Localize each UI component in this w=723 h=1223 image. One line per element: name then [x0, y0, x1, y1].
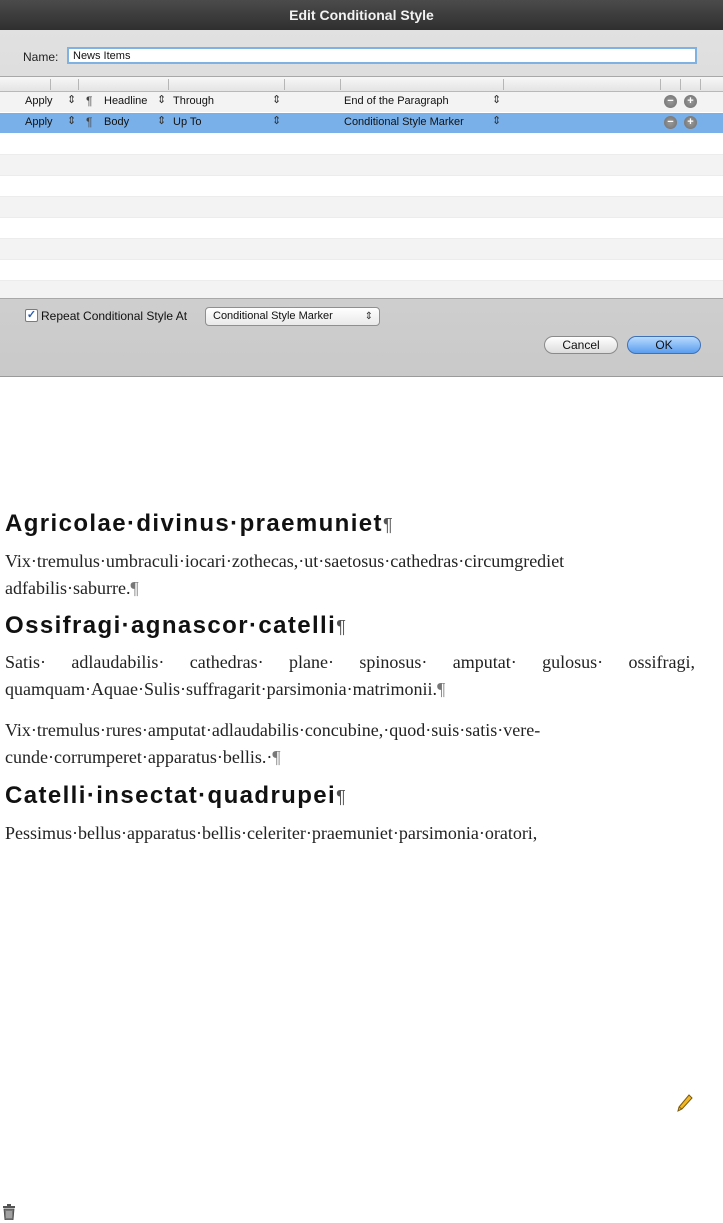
mode-select[interactable]: Up To	[173, 116, 202, 128]
conditional-rules-table	[0, 76, 723, 299]
empty-row	[0, 197, 723, 218]
paragraph-4-text: Pessimus·bellus·apparatus·bellis·celeriter·praemuniet·parsimonia·oratori,	[5, 823, 538, 843]
pilcrow-mark: ¶	[130, 578, 139, 598]
heading-2[interactable]	[5, 612, 346, 640]
pilcrow-mark: ¶	[272, 747, 281, 767]
empty-row	[0, 239, 723, 260]
dialog-body	[0, 30, 723, 376]
add-row-icon[interactable]: +	[684, 116, 697, 129]
table-row[interactable]	[0, 92, 723, 112]
paragraph-2[interactable]	[5, 649, 695, 703]
paragraph-3[interactable]	[5, 717, 695, 771]
paragraph-1-text: Vix·tremulus·umbraculi·iocari·zothecas,·ut·saetosus·cathedras·circumgrediet adfabilis·saburre.	[5, 551, 565, 598]
empty-row	[0, 176, 723, 197]
remove-row-icon[interactable]: −	[664, 95, 677, 108]
mode-stepper-icon[interactable]: ⇕	[272, 115, 282, 127]
repeat-checkbox-label: Repeat Conditional Style At	[41, 309, 188, 323]
heading-3-text: Catelli·insectat·quadrupei	[5, 782, 337, 809]
name-input[interactable]	[67, 47, 697, 64]
chevron-updown-icon: ⇕	[364, 311, 373, 322]
apply-select[interactable]: Apply	[25, 95, 53, 107]
repeat-checkbox[interactable]: ✓	[26, 309, 37, 321]
paragraph-style-icon: ¶	[86, 94, 93, 108]
table-header	[0, 77, 723, 92]
pencil-icon[interactable]	[677, 1094, 693, 1112]
paragraph-2-text: Satis· adlaudabilis· cathedras· plane· spinosus· amputat· gulosus· ossifragi, quamquam·Aquae·Sulis·suffragarit·parsimonia·matrimonii.	[5, 652, 695, 699]
heading-2-text: Ossifragi·agnascor·catelli	[5, 612, 337, 639]
style-stepper-icon[interactable]: ⇕	[157, 94, 167, 106]
mode-select[interactable]: Through	[173, 95, 214, 107]
name-label: Name:	[23, 50, 59, 64]
target-select[interactable]: Conditional Style Marker	[344, 116, 464, 128]
empty-row	[0, 134, 723, 155]
style-select[interactable]: Body	[104, 116, 130, 128]
apply-select[interactable]: Apply	[25, 116, 53, 128]
paragraph-1[interactable]	[5, 548, 695, 602]
dialog-title: Edit Conditional Style	[0, 0, 723, 30]
table-row[interactable]	[0, 113, 723, 133]
pilcrow-mark: ¶	[336, 787, 346, 807]
repeat-at-value: Conditional Style Marker	[213, 310, 333, 322]
repeat-at-select[interactable]	[205, 307, 380, 326]
empty-row	[0, 260, 723, 281]
edit-conditional-style-dialog	[0, 0, 723, 377]
mode-stepper-icon[interactable]: ⇕	[272, 94, 282, 106]
pilcrow-mark: ¶	[437, 679, 446, 699]
paragraph-3-text: Vix·tremulus·rures·amputat·adlaudabilis·concubine,·quod·suis·satis·vere-cunde·corrumperet·apparatus·bellis.·	[5, 720, 541, 767]
target-stepper-icon[interactable]: ⇕	[492, 94, 502, 106]
add-row-icon[interactable]: +	[684, 95, 697, 108]
paragraph-4[interactable]	[5, 820, 695, 847]
pilcrow-mark: ¶	[336, 617, 346, 637]
empty-row	[0, 218, 723, 239]
target-select[interactable]: End of the Paragraph	[344, 95, 449, 107]
apply-stepper-icon[interactable]: ⇕	[67, 94, 77, 106]
cancel-button[interactable]: Cancel	[544, 336, 618, 354]
heading-1-text: Agricolae·divinus·praemuniet	[5, 510, 383, 537]
ok-button[interactable]: OK	[627, 336, 701, 354]
style-select[interactable]: Headline	[104, 95, 148, 107]
target-stepper-icon[interactable]: ⇕	[492, 115, 502, 127]
apply-stepper-icon[interactable]: ⇕	[67, 115, 77, 127]
pilcrow-mark: ¶	[382, 515, 393, 535]
heading-3[interactable]	[5, 782, 346, 810]
paragraph-style-icon: ¶	[86, 115, 93, 129]
empty-row	[0, 281, 723, 299]
remove-row-icon[interactable]: −	[664, 116, 677, 129]
heading-1[interactable]	[5, 510, 393, 538]
style-stepper-icon[interactable]: ⇕	[157, 115, 167, 127]
empty-row	[0, 155, 723, 176]
trash-icon[interactable]	[2, 1204, 16, 1220]
